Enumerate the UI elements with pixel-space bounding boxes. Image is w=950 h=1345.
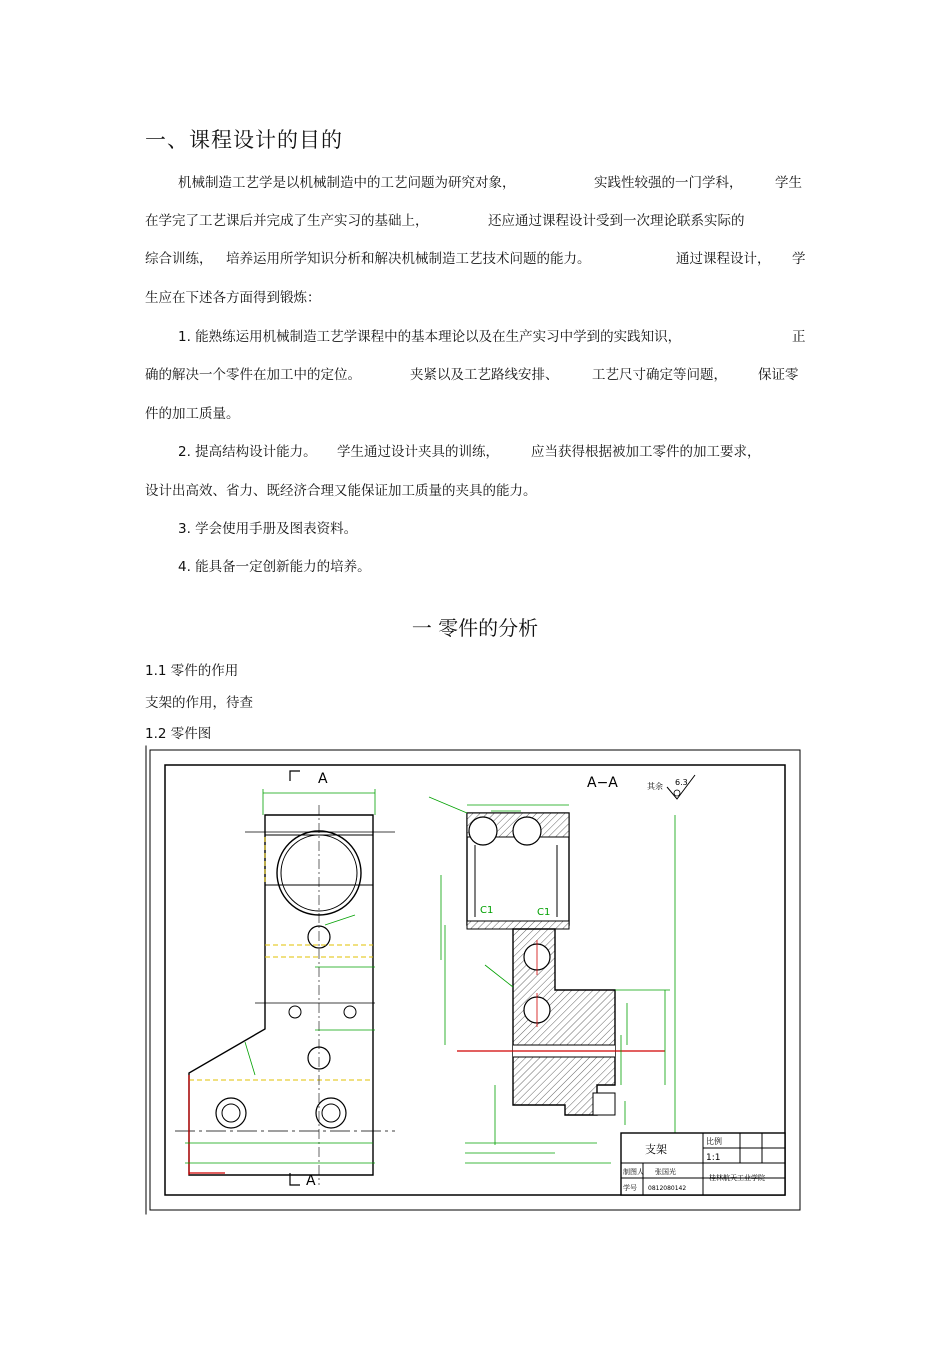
para1-line3a: 综合训练， [145, 251, 213, 267]
item2-line2: 设计出高效、省力、既经济合理又能保证加工质量的夹具的能力。 [145, 483, 537, 499]
item3: 3. 学会使用手册及图表资料。 [178, 521, 358, 537]
section-label: A−A [587, 775, 618, 791]
title-drawn-by: 张国光 [655, 1168, 676, 1176]
view-label-top: A [318, 771, 328, 787]
section-title-part-analysis: 一 零件的分析 [411, 616, 539, 640]
roughness-label: 其余 [647, 782, 663, 791]
roughness-value: 6.3 [675, 778, 688, 787]
item2-line1c: 应当获得根据被加工零件的加工要求， [531, 444, 761, 460]
chamfer-label-2: C1 [537, 907, 551, 918]
item2-line1b: 学生通过设计夹具的训练， [337, 444, 499, 460]
para1-line4: 生应在下述各方面得到锻炼： [145, 290, 321, 306]
title-scale-value: 1:1 [706, 1153, 721, 1163]
para1-line1b: 实践性较强的一门学科， [594, 175, 743, 191]
item1-line3: 件的加工质量。 [145, 406, 240, 422]
para1-line3d: 学 [792, 251, 806, 267]
item2-line1a: 2. 提高结构设计能力。 [178, 444, 317, 460]
para1-line1a: 机械制造工艺学是以机械制造中的工艺问题为研究对象， [178, 175, 516, 191]
part-function-text: 支架的作用，待查 [145, 695, 253, 711]
section-view [429, 797, 675, 1163]
item1-line2c: 工艺尺寸确定等问题， [592, 367, 727, 383]
left-margin-line [146, 746, 147, 1215]
title-number-label: 学号 [623, 1184, 637, 1192]
view-label-bottom: A [306, 1173, 316, 1189]
item1-line2b: 夹紧以及工艺路线安排、 [410, 367, 559, 383]
item1-line1b: 正 [792, 329, 806, 345]
title-part-name: 支架 [645, 1143, 667, 1156]
subsection-part-function: 1.1 零件的作用 [145, 663, 239, 679]
item4: 4. 能具备一定创新能力的培养。 [178, 559, 371, 575]
title-school: 桂林航天工业学院 [709, 1174, 765, 1182]
item1-line2a: 确的解决一个零件在加工中的定位。 [145, 367, 361, 383]
chamfer-label-1: C1 [480, 905, 494, 916]
item1-line2d: 保证零 [758, 367, 799, 383]
part-drawing [145, 745, 805, 1215]
subsection-part-drawing: 1.2 零件图 [145, 726, 212, 742]
item1-line1a: 1. 能熟练运用机械制造工艺学课程中的基本理论以及在生产实习中学到的实践知识， [178, 329, 682, 345]
title-number: 0812080142 [648, 1185, 687, 1192]
para1-line3b: 培养运用所学知识分析和解决机械制造工艺技术问题的能力。 [226, 251, 591, 267]
title-drawn-by-label: 制图人 [623, 1168, 644, 1176]
title-scale-label: 比例 [706, 1137, 722, 1146]
section-title-purpose: 一、课程设计的目的 [145, 128, 343, 152]
para1-line2a: 在学完了工艺课后并完成了生产实习的基础上， [145, 213, 429, 229]
front-view [175, 789, 395, 1185]
para1-line1c: 学生 [775, 175, 802, 191]
para1-line2b: 还应通过课程设计受到一次理论联系实际的 [488, 213, 745, 229]
para1-line3c: 通过课程设计， [676, 251, 771, 267]
